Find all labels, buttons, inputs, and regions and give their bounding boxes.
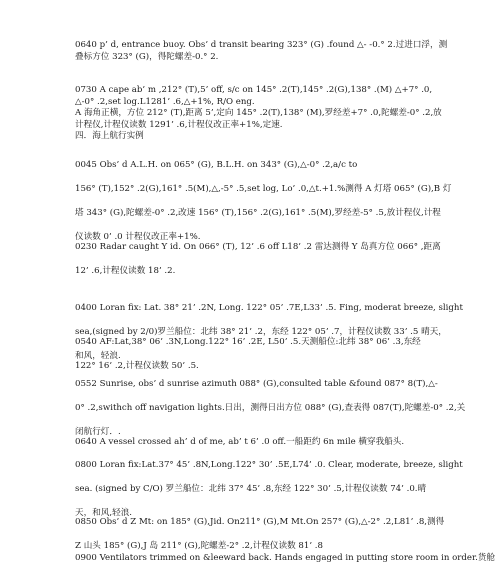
log-entry-0640-crossing-vessel	[75, 430, 451, 454]
log-entry-0900-ventilators	[75, 546, 496, 570]
text-line: 156° (T),152° .2(G),161° .5(M),△,-5° .5,set log, Lo’ .0,△t.+1.%测得 A 灯塔 065° (G),B 灯	[75, 184, 452, 194]
text-line: 塔 343° (G),陀螺差-0° .2,改速 156° (T),156° .2(G),161° .5(M),罗经差-5° .5,放计程仪,计程	[75, 208, 441, 218]
text-line: 122° 16’ .2,计程仪读数 50’ .5.	[75, 361, 199, 371]
log-entry-0230-radar	[75, 235, 451, 283]
log-entry-0730-cape	[75, 85, 451, 143]
section-heading: 四．海上航行实例	[75, 131, 144, 141]
text-line: 0900 Ventilators trimmed on &leeward back. Hands engaged in putting store room in order.货舱	[75, 553, 496, 563]
text-line: 0540 AF:Lat,38° 06’ .3N,Long.122° 16’ .2E, L50’ .5.天测船位:北纬 38° 06’ .3,东经	[75, 337, 421, 347]
text-line: 计程仪,计程仪读数 1291’ .6,计程仪改正率+1%,定速.	[75, 119, 283, 130]
text-line: 天，和风,轻浪.	[75, 508, 133, 518]
text-line: 叠标方位 323° (G)，得陀螺差-0.° 2.	[75, 51, 219, 62]
text-line: 0850 Obs’ d Z Mt: on 185° (G),Jid. On211° (G),M Mt.On 257° (G),△-2° .2,L81’ .8,测得	[75, 517, 445, 527]
text-line: 0640 A vessel crossed ah’ d of me, ab’ t 6’ .0 off.一船距约 6n mile 横穿我船头.	[75, 437, 405, 447]
text-line: 0640 p’ d, entrance buoy. Obs’ d transit bearing 323° (G) .found △- -0.° 2.过进口浮，测	[75, 40, 448, 50]
text-line: sea. (signed by C/O) 罗兰船位：北纬 37° 45’ .8,东经 122° 30’ .5,计程仪读数 74’ .0.晴	[75, 484, 427, 494]
log-entry-0540-astro-fix	[75, 330, 451, 378]
text-line: Z 山头 185° (G),J 岛 211° (G),陀螺差-2° .2,计程仪读数 81’ .8	[75, 541, 324, 551]
text-line: 0045 Obs’ d A.L.H. on 065° (G), B.L.H. on 343° (G),△-0° .2,a/c to	[75, 160, 358, 170]
text-line: 闭航行灯．.	[75, 427, 121, 437]
text-line: 12’ .6,计程仪读数 18’ .2.	[75, 266, 176, 276]
text-line: 0800 Loran fix:Lat.37° 45’ .8N,Long.122° 30’ .5E,L74’ .0. Clear, moderate, breeze, slight	[75, 460, 463, 470]
text-line: 0730 A cape ab’ m ,212° (T),5’ off, s/c on 145° .2(T),145° .2(G),138° .(M) △+7° .0,	[75, 85, 433, 95]
text-line: 0552 Sunrise, obs’ d sunrise azimuth 088° (G),consulted table &found 087° 8(T),△-	[75, 379, 438, 389]
text-line: sea,(signed by 2/0)罗兰船位：北纬 38° 21’ .2，东经 122° 05’ .7，计程仪读数 33’ .5 晴天，	[75, 327, 447, 337]
text-line: 0° .2,swithch off navigation lights.日出，测得日出方位 088° (G),查表得 087(T),陀螺差-0° .2,关	[75, 403, 466, 413]
text-line: A 海角正横，方位 212° (T),距离 5’,定向 145° .2(T),138° (M),罗经差+7° .0,陀螺差-0° .2,放	[75, 108, 442, 118]
log-entry-0640-entrance-buoy	[75, 40, 451, 63]
text-line: 0230 Radar caught Y id. On 066° (T), 12’ .6 off L18’ .2 雷达测得 Y 岛真方位 066° ,距离	[75, 242, 441, 252]
text-line: △-0° .2,set log.L1281’ .6,△+1%, R/O eng.	[75, 96, 255, 107]
text-line: 和风，轻浪.	[75, 351, 121, 361]
text-line: 0400 Loran fix: Lat. 38° 21’ .2N, Long. 122° 05’ .7E,L33’ .5. Fing, moderat breeze, slight	[75, 303, 463, 313]
text-line: 仪读数 0’ .0 计程仪改正率+1%.	[75, 232, 201, 242]
